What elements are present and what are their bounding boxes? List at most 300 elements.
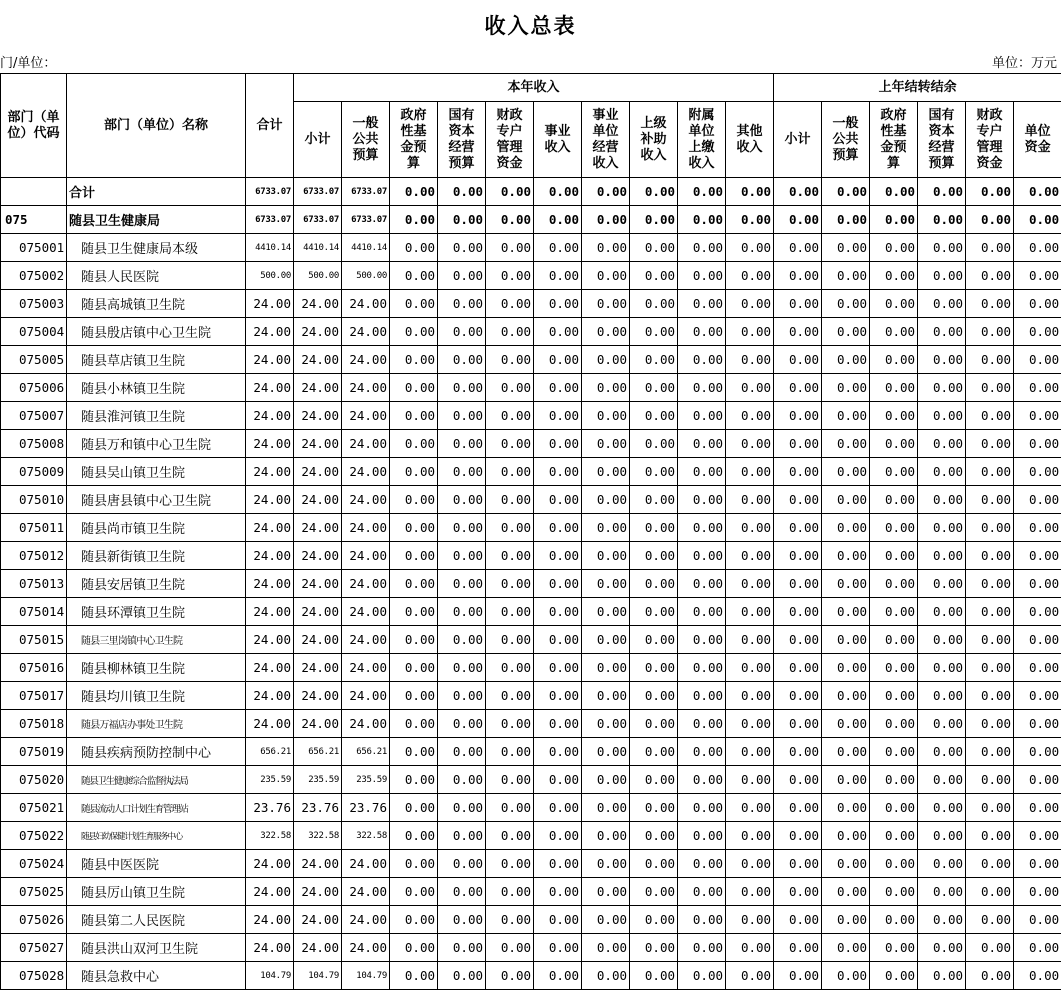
cell-name: 随县万福店办事处卫生院 (67, 710, 246, 738)
cell-zero: 0.00 (918, 346, 966, 374)
table-row (1, 654, 1061, 682)
header-current-col-7: 上级补助收入 (630, 102, 678, 178)
cell-zero: 0.00 (1014, 626, 1061, 654)
cell-zero: 0.00 (630, 234, 678, 262)
cell-sub: 24.00 (294, 570, 342, 598)
cell-zero: 0.00 (1014, 766, 1061, 794)
cell-zero: 0.00 (438, 962, 486, 990)
cell-zero: 0.00 (486, 962, 534, 990)
cell-zero: 0.00 (918, 486, 966, 514)
cell-zero: 0.00 (726, 654, 774, 682)
cell-code: 075001 (1, 234, 67, 262)
cell-zero: 0.00 (630, 570, 678, 598)
cell-code: 075024 (1, 850, 67, 878)
cell-total: 24.00 (246, 430, 294, 458)
header-prior-col-1: 一般公共预算 (822, 102, 870, 178)
cell-zero: 0.00 (966, 374, 1014, 402)
cell-zero: 0.00 (822, 346, 870, 374)
cell-zero: 0.00 (390, 346, 438, 374)
cell-zero: 0.00 (966, 178, 1014, 206)
cell-sub: 24.00 (294, 850, 342, 878)
cell-code: 075027 (1, 934, 67, 962)
cell-zero: 0.00 (582, 766, 630, 794)
cell-zero: 0.00 (486, 598, 534, 626)
cell-zero: 0.00 (774, 178, 822, 206)
cell-zero: 0.00 (726, 514, 774, 542)
cell-zero: 0.00 (390, 206, 438, 234)
cell-code: 075017 (1, 682, 67, 710)
cell-zero: 0.00 (774, 542, 822, 570)
cell-zero: 0.00 (822, 906, 870, 934)
cell-zero: 0.00 (582, 850, 630, 878)
cell-zero: 0.00 (438, 542, 486, 570)
cell-zero: 0.00 (1014, 402, 1061, 430)
cell-zero: 0.00 (918, 374, 966, 402)
cell-zero: 0.00 (438, 570, 486, 598)
cell-gen: 24.00 (342, 374, 390, 402)
cell-zero: 0.00 (678, 906, 726, 934)
cell-zero: 0.00 (630, 654, 678, 682)
cell-zero: 0.00 (1014, 962, 1061, 990)
table-row (1, 458, 1061, 486)
cell-zero: 0.00 (534, 738, 582, 766)
cell-zero: 0.00 (966, 654, 1014, 682)
table-row (1, 710, 1061, 738)
cell-zero: 0.00 (630, 374, 678, 402)
cell-name: 随县卫生健康局 (67, 206, 246, 234)
cell-zero: 0.00 (726, 430, 774, 458)
cell-zero: 0.00 (390, 878, 438, 906)
cell-zero: 0.00 (486, 878, 534, 906)
cell-zero: 0.00 (726, 738, 774, 766)
cell-zero: 0.00 (1014, 794, 1061, 822)
cell-zero: 0.00 (726, 234, 774, 262)
cell-total: 24.00 (246, 402, 294, 430)
cell-zero: 0.00 (630, 542, 678, 570)
cell-zero: 0.00 (486, 654, 534, 682)
cell-zero: 0.00 (1014, 654, 1061, 682)
cell-gen: 4410.14 (342, 234, 390, 262)
cell-zero: 0.00 (822, 654, 870, 682)
table-row (1, 598, 1061, 626)
cell-zero: 0.00 (582, 318, 630, 346)
cell-zero: 0.00 (678, 962, 726, 990)
cell-zero: 0.00 (726, 290, 774, 318)
cell-zero: 0.00 (774, 962, 822, 990)
cell-zero: 0.00 (582, 514, 630, 542)
cell-zero: 0.00 (390, 402, 438, 430)
cell-zero: 0.00 (630, 262, 678, 290)
cell-zero: 0.00 (966, 710, 1014, 738)
cell-gen: 24.00 (342, 514, 390, 542)
cell-zero: 0.00 (390, 374, 438, 402)
cell-zero: 0.00 (630, 318, 678, 346)
cell-code: 075010 (1, 486, 67, 514)
cell-zero: 0.00 (630, 458, 678, 486)
cell-total: 500.00 (246, 262, 294, 290)
cell-zero: 0.00 (870, 850, 918, 878)
table-row (1, 430, 1061, 458)
cell-name: 随县尚市镇卫生院 (67, 514, 246, 542)
cell-zero: 0.00 (726, 486, 774, 514)
cell-zero: 0.00 (438, 178, 486, 206)
cell-zero: 0.00 (438, 822, 486, 850)
cell-zero: 0.00 (774, 234, 822, 262)
cell-name: 随县卫生健康综合监督执法局 (67, 766, 246, 794)
cell-name: 随县淮河镇卫生院 (67, 402, 246, 430)
cell-zero: 0.00 (1014, 710, 1061, 738)
cell-zero: 0.00 (1014, 850, 1061, 878)
cell-zero: 0.00 (774, 458, 822, 486)
table-row (1, 570, 1061, 598)
cell-name: 随县小林镇卫生院 (67, 374, 246, 402)
cell-zero: 0.00 (678, 934, 726, 962)
cell-zero: 0.00 (726, 934, 774, 962)
cell-zero: 0.00 (1014, 346, 1061, 374)
cell-total: 235.59 (246, 766, 294, 794)
cell-zero: 0.00 (534, 374, 582, 402)
cell-gen: 24.00 (342, 626, 390, 654)
cell-sub: 24.00 (294, 878, 342, 906)
cell-zero: 0.00 (726, 570, 774, 598)
cell-zero: 0.00 (486, 850, 534, 878)
cell-name: 随县疾病预防控制中心 (67, 738, 246, 766)
cell-sub: 23.76 (294, 794, 342, 822)
cell-zero: 0.00 (438, 486, 486, 514)
cell-zero: 0.00 (1014, 878, 1061, 906)
cell-total: 24.00 (246, 486, 294, 514)
cell-zero: 0.00 (870, 738, 918, 766)
header-current-col-5: 事业收入 (534, 102, 582, 178)
cell-zero: 0.00 (630, 934, 678, 962)
cell-zero: 0.00 (870, 570, 918, 598)
cell-zero: 0.00 (1014, 430, 1061, 458)
cell-zero: 0.00 (438, 766, 486, 794)
cell-zero: 0.00 (1014, 934, 1061, 962)
cell-zero: 0.00 (534, 654, 582, 682)
cell-zero: 0.00 (822, 486, 870, 514)
cell-zero: 0.00 (870, 710, 918, 738)
cell-zero: 0.00 (486, 234, 534, 262)
cell-zero: 0.00 (966, 514, 1014, 542)
cell-zero: 0.00 (534, 402, 582, 430)
cell-name: 随县万和镇中心卫生院 (67, 430, 246, 458)
cell-zero: 0.00 (870, 626, 918, 654)
cell-zero: 0.00 (630, 346, 678, 374)
header-prior-col-5: 单位资金 (1014, 102, 1061, 178)
cell-zero: 0.00 (918, 262, 966, 290)
cell-zero: 0.00 (822, 710, 870, 738)
table-row (1, 402, 1061, 430)
cell-zero: 0.00 (534, 514, 582, 542)
cell-zero: 0.00 (486, 374, 534, 402)
header-prior-col-4: 财政专户管理资金 (966, 102, 1014, 178)
cell-zero: 0.00 (438, 794, 486, 822)
cell-gen: 24.00 (342, 402, 390, 430)
cell-zero: 0.00 (438, 318, 486, 346)
cell-name: 随县流动人口计划生育管理站 (67, 794, 246, 822)
cell-zero: 0.00 (822, 542, 870, 570)
cell-zero: 0.00 (438, 906, 486, 934)
cell-sub: 24.00 (294, 458, 342, 486)
cell-sub: 24.00 (294, 430, 342, 458)
cell-zero: 0.00 (918, 598, 966, 626)
cell-zero: 0.00 (390, 430, 438, 458)
cell-zero: 0.00 (1014, 598, 1061, 626)
cell-zero: 0.00 (870, 290, 918, 318)
cell-zero: 0.00 (678, 486, 726, 514)
cell-zero: 0.00 (966, 486, 1014, 514)
cell-zero: 0.00 (870, 514, 918, 542)
cell-zero: 0.00 (1014, 374, 1061, 402)
cell-zero: 0.00 (726, 542, 774, 570)
cell-zero: 0.00 (678, 598, 726, 626)
cell-sub: 656.21 (294, 738, 342, 766)
cell-zero: 0.00 (726, 682, 774, 710)
cell-zero: 0.00 (678, 738, 726, 766)
cell-zero: 0.00 (390, 458, 438, 486)
cell-sub: 24.00 (294, 514, 342, 542)
header-code: 部门（单位）代码 (1, 74, 67, 178)
table-row (1, 906, 1061, 934)
cell-total: 104.79 (246, 962, 294, 990)
cell-gen: 24.00 (342, 458, 390, 486)
cell-zero: 0.00 (438, 430, 486, 458)
cell-zero: 0.00 (726, 794, 774, 822)
cell-zero: 0.00 (774, 906, 822, 934)
cell-name: 随县安居镇卫生院 (67, 570, 246, 598)
cell-gen: 24.00 (342, 654, 390, 682)
cell-zero: 0.00 (774, 738, 822, 766)
cell-zero: 0.00 (390, 710, 438, 738)
cell-zero: 0.00 (390, 262, 438, 290)
cell-total: 24.00 (246, 514, 294, 542)
cell-name: 随县高城镇卫生院 (67, 290, 246, 318)
cell-zero: 0.00 (918, 430, 966, 458)
cell-zero: 0.00 (918, 850, 966, 878)
cell-zero: 0.00 (822, 374, 870, 402)
cell-total: 24.00 (246, 542, 294, 570)
cell-zero: 0.00 (918, 766, 966, 794)
cell-zero: 0.00 (918, 738, 966, 766)
cell-gen: 322.58 (342, 822, 390, 850)
cell-zero: 0.00 (870, 878, 918, 906)
cell-zero: 0.00 (582, 878, 630, 906)
cell-zero: 0.00 (486, 346, 534, 374)
cell-zero: 0.00 (582, 570, 630, 598)
cell-zero: 0.00 (630, 206, 678, 234)
cell-zero: 0.00 (822, 234, 870, 262)
cell-zero: 0.00 (726, 626, 774, 654)
cell-total: 24.00 (246, 626, 294, 654)
cell-zero: 0.00 (678, 346, 726, 374)
cell-zero: 0.00 (534, 906, 582, 934)
cell-zero: 0.00 (486, 458, 534, 486)
cell-zero: 0.00 (870, 598, 918, 626)
cell-zero: 0.00 (918, 710, 966, 738)
cell-code: 075016 (1, 654, 67, 682)
cell-sub: 500.00 (294, 262, 342, 290)
cell-zero: 0.00 (534, 542, 582, 570)
cell-zero: 0.00 (678, 710, 726, 738)
cell-zero: 0.00 (822, 878, 870, 906)
cell-zero: 0.00 (774, 794, 822, 822)
header-name: 部门（单位）名称 (67, 74, 246, 178)
cell-zero: 0.00 (582, 906, 630, 934)
cell-zero: 0.00 (870, 374, 918, 402)
cell-zero: 0.00 (390, 794, 438, 822)
table-row (1, 766, 1061, 794)
cell-zero: 0.00 (390, 570, 438, 598)
cell-zero: 0.00 (486, 710, 534, 738)
cell-gen: 24.00 (342, 710, 390, 738)
cell-zero: 0.00 (1014, 486, 1061, 514)
cell-zero: 0.00 (582, 346, 630, 374)
cell-zero: 0.00 (678, 654, 726, 682)
cell-zero: 0.00 (678, 822, 726, 850)
cell-zero: 0.00 (870, 458, 918, 486)
cell-zero: 0.00 (918, 542, 966, 570)
cell-zero: 0.00 (822, 178, 870, 206)
cell-code: 075002 (1, 262, 67, 290)
cell-zero: 0.00 (534, 430, 582, 458)
cell-zero: 0.00 (534, 458, 582, 486)
table-row (1, 850, 1061, 878)
cell-zero: 0.00 (966, 262, 1014, 290)
cell-zero: 0.00 (774, 570, 822, 598)
cell-code: 075006 (1, 374, 67, 402)
cell-zero: 0.00 (486, 318, 534, 346)
cell-gen: 104.79 (342, 962, 390, 990)
cell-name: 随县三里岗镇中心卫生院 (67, 626, 246, 654)
cell-zero: 0.00 (438, 458, 486, 486)
cell-total: 23.76 (246, 794, 294, 822)
cell-zero: 0.00 (678, 766, 726, 794)
cell-code: 075021 (1, 794, 67, 822)
cell-zero: 0.00 (582, 710, 630, 738)
cell-zero: 0.00 (582, 458, 630, 486)
cell-zero: 0.00 (822, 850, 870, 878)
cell-zero: 0.00 (966, 234, 1014, 262)
cell-zero: 0.00 (966, 598, 1014, 626)
cell-gen: 6733.07 (342, 206, 390, 234)
cell-zero: 0.00 (870, 486, 918, 514)
cell-zero: 0.00 (774, 374, 822, 402)
cell-zero: 0.00 (918, 962, 966, 990)
cell-zero: 0.00 (582, 822, 630, 850)
cell-zero: 0.00 (390, 318, 438, 346)
header-prior-col-0: 小计 (774, 102, 822, 178)
cell-zero: 0.00 (630, 906, 678, 934)
cell-zero: 0.00 (438, 402, 486, 430)
cell-zero: 0.00 (486, 542, 534, 570)
cell-sub: 24.00 (294, 402, 342, 430)
cell-zero: 0.00 (822, 318, 870, 346)
cell-name: 合计 (67, 178, 246, 206)
cell-sub: 4410.14 (294, 234, 342, 262)
cell-zero: 0.00 (390, 766, 438, 794)
cell-zero: 0.00 (534, 822, 582, 850)
cell-zero: 0.00 (822, 206, 870, 234)
cell-code: 075004 (1, 318, 67, 346)
cell-gen: 24.00 (342, 850, 390, 878)
table-row (1, 234, 1061, 262)
cell-total: 322.58 (246, 822, 294, 850)
cell-zero: 0.00 (678, 570, 726, 598)
cell-zero: 0.00 (870, 906, 918, 934)
cell-code: 075011 (1, 514, 67, 542)
cell-zero: 0.00 (966, 766, 1014, 794)
cell-zero: 0.00 (966, 346, 1014, 374)
cell-code: 075018 (1, 710, 67, 738)
cell-zero: 0.00 (534, 486, 582, 514)
cell-zero: 0.00 (534, 290, 582, 318)
cell-sub: 235.59 (294, 766, 342, 794)
cell-zero: 0.00 (486, 514, 534, 542)
cell-zero: 0.00 (486, 822, 534, 850)
cell-zero: 0.00 (774, 430, 822, 458)
cell-zero: 0.00 (918, 570, 966, 598)
table-row (1, 486, 1061, 514)
cell-zero: 0.00 (870, 430, 918, 458)
page-title: 收入总表 (484, 14, 577, 38)
cell-zero: 0.00 (822, 598, 870, 626)
table-row (1, 290, 1061, 318)
cell-zero: 0.00 (822, 738, 870, 766)
cell-zero: 0.00 (630, 682, 678, 710)
cell-gen: 24.00 (342, 290, 390, 318)
cell-zero: 0.00 (390, 178, 438, 206)
cell-code: 075009 (1, 458, 67, 486)
header-current-col-0: 小计 (294, 102, 342, 178)
cell-zero: 0.00 (870, 682, 918, 710)
cell-zero: 0.00 (630, 962, 678, 990)
cell-zero: 0.00 (774, 290, 822, 318)
cell-name: 随县环潭镇卫生院 (67, 598, 246, 626)
cell-zero: 0.00 (966, 738, 1014, 766)
cell-sub: 24.00 (294, 906, 342, 934)
cell-zero: 0.00 (678, 206, 726, 234)
cell-sub: 24.00 (294, 290, 342, 318)
cell-zero: 0.00 (678, 178, 726, 206)
cell-zero: 0.00 (774, 934, 822, 962)
header-current-col-3: 国有资本经营预算 (438, 102, 486, 178)
cell-zero: 0.00 (1014, 318, 1061, 346)
cell-zero: 0.00 (630, 794, 678, 822)
cell-zero: 0.00 (870, 766, 918, 794)
cell-zero: 0.00 (678, 458, 726, 486)
cell-zero: 0.00 (918, 682, 966, 710)
cell-zero: 0.00 (390, 486, 438, 514)
cell-zero: 0.00 (870, 654, 918, 682)
cell-zero: 0.00 (630, 486, 678, 514)
cell-zero: 0.00 (438, 262, 486, 290)
cell-zero: 0.00 (822, 290, 870, 318)
cell-sub: 24.00 (294, 710, 342, 738)
cell-zero: 0.00 (774, 850, 822, 878)
cell-code: 075013 (1, 570, 67, 598)
cell-zero: 0.00 (534, 682, 582, 710)
cell-total: 24.00 (246, 934, 294, 962)
cell-total: 24.00 (246, 654, 294, 682)
cell-zero: 0.00 (966, 822, 1014, 850)
table-row (1, 346, 1061, 374)
cell-total: 656.21 (246, 738, 294, 766)
cell-code: 075015 (1, 626, 67, 654)
cell-zero: 0.00 (438, 206, 486, 234)
cell-zero: 0.00 (918, 234, 966, 262)
cell-gen: 24.00 (342, 906, 390, 934)
